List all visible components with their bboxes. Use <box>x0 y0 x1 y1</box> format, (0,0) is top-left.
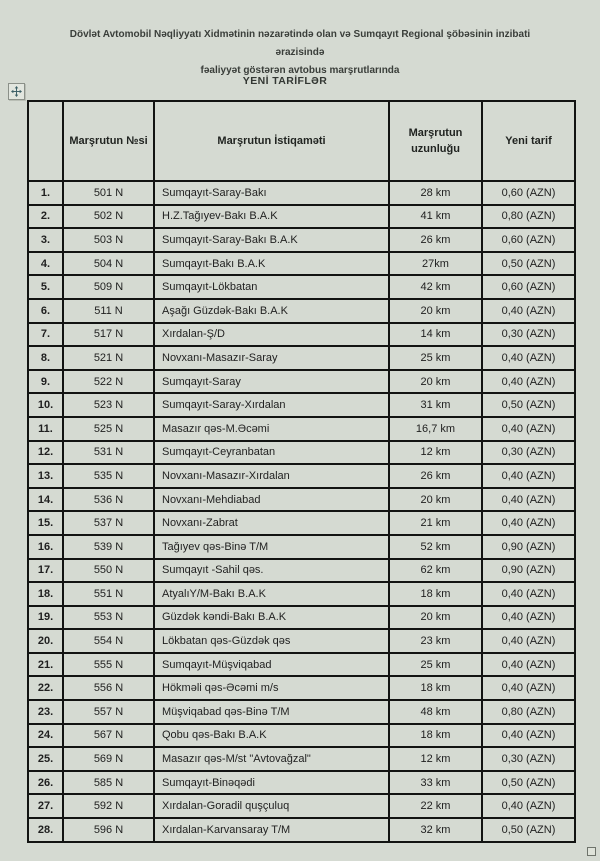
route-length: 27km <box>389 252 482 276</box>
route-tariff: 0,50 (AZN) <box>482 393 575 417</box>
route-tariff: 0,40 (AZN) <box>482 464 575 488</box>
route-length: 31 km <box>389 393 482 417</box>
row-index: 10. <box>28 393 63 417</box>
route-direction: Xırdalan-Karvansaray T/M <box>154 818 389 842</box>
route-length: 12 km <box>389 747 482 771</box>
table-row <box>28 606 575 630</box>
route-tariff: 0,90 (AZN) <box>482 559 575 583</box>
header-index <box>28 101 63 181</box>
route-tariff: 0,30 (AZN) <box>482 441 575 465</box>
route-number: 550 N <box>63 559 154 583</box>
table-row <box>28 488 575 512</box>
route-length: 23 km <box>389 629 482 653</box>
table-row <box>28 181 575 205</box>
table-row <box>28 535 575 559</box>
table-row <box>28 771 575 795</box>
route-length: 52 km <box>389 535 482 559</box>
row-index: 22. <box>28 676 63 700</box>
route-direction: Novxanı-Masazır-Xırdalan <box>154 464 389 488</box>
table-row <box>28 724 575 748</box>
document-title-line1: Dövlət Avtomobil Nəqliyyatı Xidmətinin nəzarətində olan və Sumqayıt Regional şöbəsinin inzibati ərazisində <box>69 29 531 58</box>
route-length: 26 km <box>389 228 482 252</box>
row-index: 3. <box>28 228 63 252</box>
row-index: 21. <box>28 653 63 677</box>
route-tariff: 0,40 (AZN) <box>482 417 575 441</box>
route-tariff: 0,50 (AZN) <box>482 252 575 276</box>
route-tariff: 0,30 (AZN) <box>482 747 575 771</box>
route-number: 531 N <box>63 441 154 465</box>
route-direction: Sumqayıt-Lökbatan <box>154 275 389 299</box>
move-icon <box>11 86 22 97</box>
row-index: 11. <box>28 417 63 441</box>
route-tariff: 0,40 (AZN) <box>482 676 575 700</box>
route-direction: Sumqayıt-Bakı B.A.K <box>154 252 389 276</box>
row-index: 2. <box>28 205 63 229</box>
route-number: 509 N <box>63 275 154 299</box>
row-index: 20. <box>28 629 63 653</box>
row-index: 8. <box>28 346 63 370</box>
route-tariff: 0,40 (AZN) <box>482 488 575 512</box>
route-length: 41 km <box>389 205 482 229</box>
tariff-table-body <box>28 181 575 842</box>
row-index: 13. <box>28 464 63 488</box>
table-row <box>28 346 575 370</box>
document-title <box>60 26 540 80</box>
table-row <box>28 747 575 771</box>
route-tariff: 0,40 (AZN) <box>482 511 575 535</box>
route-tariff: 0,50 (AZN) <box>482 818 575 842</box>
route-tariff: 0,60 (AZN) <box>482 228 575 252</box>
route-tariff: 0,40 (AZN) <box>482 653 575 677</box>
route-tariff: 0,40 (AZN) <box>482 299 575 323</box>
table-row <box>28 370 575 394</box>
route-direction: Müşviqabad qəs-Binə T/M <box>154 700 389 724</box>
row-index: 26. <box>28 771 63 795</box>
row-index: 28. <box>28 818 63 842</box>
route-length: 32 km <box>389 818 482 842</box>
route-length: 14 km <box>389 323 482 347</box>
route-number: 517 N <box>63 323 154 347</box>
route-number: 557 N <box>63 700 154 724</box>
route-length: 18 km <box>389 724 482 748</box>
route-direction: Novxanı-Masazır-Saray <box>154 346 389 370</box>
route-length: 42 km <box>389 275 482 299</box>
route-length: 18 km <box>389 582 482 606</box>
route-length: 28 km <box>389 181 482 205</box>
table-row <box>28 205 575 229</box>
route-direction: Güzdək kəndi-Bakı B.A.K <box>154 606 389 630</box>
route-direction: Aşağı Güzdək-Bakı B.A.K <box>154 299 389 323</box>
route-direction: Novxanı-Zabrat <box>154 511 389 535</box>
row-index: 25. <box>28 747 63 771</box>
row-index: 5. <box>28 275 63 299</box>
route-length: 20 km <box>389 299 482 323</box>
route-number: 521 N <box>63 346 154 370</box>
table-row <box>28 700 575 724</box>
route-number: 551 N <box>63 582 154 606</box>
route-number: 554 N <box>63 629 154 653</box>
header-route-number: Marşrutun №si <box>63 101 154 181</box>
route-direction: H.Z.Tağıyev-Bakı B.A.K <box>154 205 389 229</box>
route-direction: Sumqayıt-Saray-Xırdalan <box>154 393 389 417</box>
table-row <box>28 441 575 465</box>
route-tariff: 0,80 (AZN) <box>482 700 575 724</box>
header-route-length: Marşrutun uzunluğu <box>389 101 482 181</box>
route-direction: Qobu qəs-Bakı B.A.K <box>154 724 389 748</box>
table-row <box>28 653 575 677</box>
route-direction: Sumqayıt -Sahil qəs. <box>154 559 389 583</box>
route-number: 585 N <box>63 771 154 795</box>
route-direction: Hökməli qəs-Əcəmi m/s <box>154 676 389 700</box>
route-tariff: 0,40 (AZN) <box>482 370 575 394</box>
row-index: 16. <box>28 535 63 559</box>
route-direction: Novxanı-Mehdiabad <box>154 488 389 512</box>
route-direction: Sumqayıt-Ceyranbatan <box>154 441 389 465</box>
table-row <box>28 559 575 583</box>
row-index: 24. <box>28 724 63 748</box>
route-tariff: 0,60 (AZN) <box>482 181 575 205</box>
route-direction: Lökbatan qəs-Güzdək qəs <box>154 629 389 653</box>
row-index: 6. <box>28 299 63 323</box>
route-length: 26 km <box>389 464 482 488</box>
table-row <box>28 794 575 818</box>
row-index: 14. <box>28 488 63 512</box>
route-number: 569 N <box>63 747 154 771</box>
route-number: 522 N <box>63 370 154 394</box>
route-tariff: 0,40 (AZN) <box>482 794 575 818</box>
route-number: 536 N <box>63 488 154 512</box>
route-number: 503 N <box>63 228 154 252</box>
row-index: 1. <box>28 181 63 205</box>
route-number: 567 N <box>63 724 154 748</box>
route-tariff: 0,40 (AZN) <box>482 606 575 630</box>
route-length: 12 km <box>389 441 482 465</box>
route-number: 502 N <box>63 205 154 229</box>
document-heading: YENİ TARİFLƏR <box>242 75 328 87</box>
route-number: 523 N <box>63 393 154 417</box>
route-number: 535 N <box>63 464 154 488</box>
route-tariff: 0,60 (AZN) <box>482 275 575 299</box>
table-row <box>28 252 575 276</box>
route-length: 20 km <box>389 606 482 630</box>
table-row <box>28 582 575 606</box>
route-direction: Sumqayıt-Saray <box>154 370 389 394</box>
route-number: 553 N <box>63 606 154 630</box>
route-length: 62 km <box>389 559 482 583</box>
route-length: 20 km <box>389 488 482 512</box>
route-length: 16,7 km <box>389 417 482 441</box>
table-row <box>28 323 575 347</box>
route-length: 48 km <box>389 700 482 724</box>
route-direction: Masazır qəs-M/st "Avtovağzal" <box>154 747 389 771</box>
route-number: 592 N <box>63 794 154 818</box>
route-direction: AtyalıY/M-Bakı B.A.K <box>154 582 389 606</box>
table-row <box>28 228 575 252</box>
table-header-row <box>28 101 575 181</box>
table-row <box>28 818 575 842</box>
table-resize-handle[interactable] <box>587 847 596 856</box>
route-direction: Sumqayıt-Saray-Bakı <box>154 181 389 205</box>
route-number: 501 N <box>63 181 154 205</box>
route-number: 511 N <box>63 299 154 323</box>
route-direction: Sumqayıt-Müşviqabad <box>154 653 389 677</box>
route-tariff: 0,50 (AZN) <box>482 771 575 795</box>
table-row <box>28 275 575 299</box>
route-length: 18 km <box>389 676 482 700</box>
row-index: 9. <box>28 370 63 394</box>
route-tariff: 0,40 (AZN) <box>482 346 575 370</box>
row-index: 18. <box>28 582 63 606</box>
route-direction: Xırdalan-Ş/D <box>154 323 389 347</box>
row-index: 17. <box>28 559 63 583</box>
route-tariff: 0,90 (AZN) <box>482 535 575 559</box>
route-direction: Sumqayıt-Saray-Bakı B.A.K <box>154 228 389 252</box>
route-length: 33 km <box>389 771 482 795</box>
route-length: 25 km <box>389 653 482 677</box>
row-index: 12. <box>28 441 63 465</box>
route-tariff: 0,40 (AZN) <box>482 582 575 606</box>
table-row <box>28 511 575 535</box>
route-length: 25 km <box>389 346 482 370</box>
table-row <box>28 417 575 441</box>
route-number: 596 N <box>63 818 154 842</box>
route-number: 504 N <box>63 252 154 276</box>
route-direction: Tağıyev qəs-Binə T/M <box>154 535 389 559</box>
route-number: 537 N <box>63 511 154 535</box>
route-length: 20 km <box>389 370 482 394</box>
table-row <box>28 676 575 700</box>
row-index: 19. <box>28 606 63 630</box>
route-tariff: 0,40 (AZN) <box>482 629 575 653</box>
route-length: 21 km <box>389 511 482 535</box>
header-new-tariff: Yeni tarif <box>482 101 575 181</box>
tariff-table <box>27 100 576 843</box>
route-number: 539 N <box>63 535 154 559</box>
row-index: 4. <box>28 252 63 276</box>
row-index: 27. <box>28 794 63 818</box>
table-row <box>28 299 575 323</box>
route-length: 22 km <box>389 794 482 818</box>
table-row <box>28 629 575 653</box>
route-number: 525 N <box>63 417 154 441</box>
table-row <box>28 393 575 417</box>
document-title-line2: fəaliyyət göstərən avtobus marşrutlarında <box>200 65 400 76</box>
route-direction: Xırdalan-Goradil quşçuluq <box>154 794 389 818</box>
route-tariff: 0,30 (AZN) <box>482 323 575 347</box>
row-index: 7. <box>28 323 63 347</box>
route-direction: Masazır qəs-M.Əcəmi <box>154 417 389 441</box>
route-direction: Sumqayıt-Binəqədi <box>154 771 389 795</box>
route-tariff: 0,40 (AZN) <box>482 724 575 748</box>
route-number: 556 N <box>63 676 154 700</box>
header-route-direction: Marşrutun İstiqaməti <box>154 101 389 181</box>
table-move-handle[interactable] <box>8 83 25 100</box>
row-index: 15. <box>28 511 63 535</box>
route-tariff: 0,80 (AZN) <box>482 205 575 229</box>
row-index: 23. <box>28 700 63 724</box>
table-row <box>28 464 575 488</box>
route-number: 555 N <box>63 653 154 677</box>
